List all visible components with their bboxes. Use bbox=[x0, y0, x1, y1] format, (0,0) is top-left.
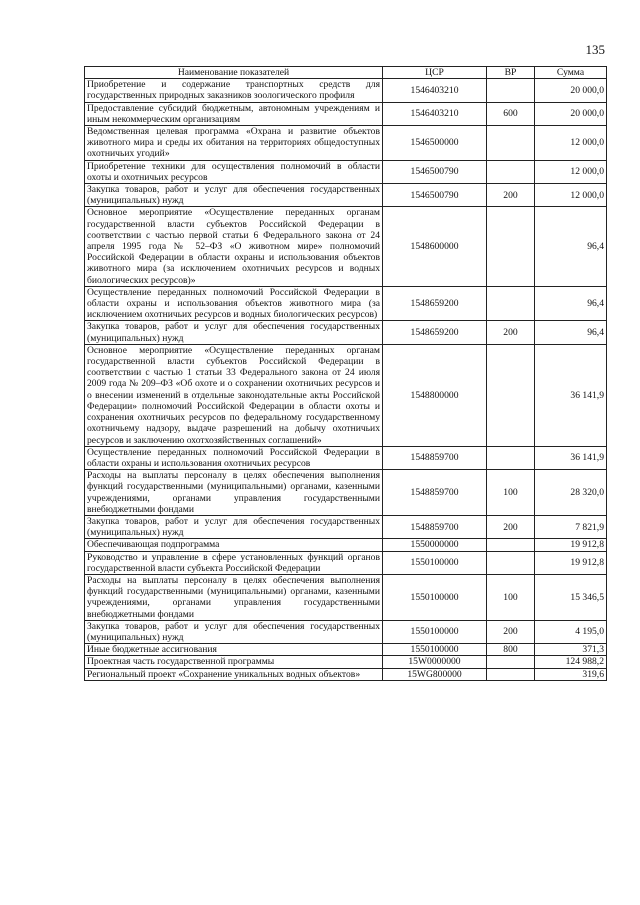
page-number: 135 bbox=[585, 42, 605, 57]
row-vr bbox=[487, 446, 535, 469]
row-sum: 319,6 bbox=[535, 668, 607, 680]
row-vr bbox=[487, 344, 535, 446]
row-code: 1550100000 bbox=[383, 551, 487, 574]
row-name: Осуществление переданных полномочий Российской Федерации в области охраны и использования объектов животного мира (за исключением охотничьих ресурсов и водных биологических ресурсов) bbox=[85, 286, 383, 321]
row-name: Основное мероприятие «Осуществление переданных органам государственной власти субъектов Российской Федерации в соответствии с частью первой статьи 6 Федерального закона от 24 апреля 1995 года № 52–ФЗ «О животном мире» полномочий Российской Федерации в области охраны и использования объектов животного мира (за исключением охотничьих ресурсов и водных биологических ресурсов)» bbox=[85, 207, 383, 286]
table-row bbox=[85, 207, 607, 286]
row-sum: 36 141,9 bbox=[535, 344, 607, 446]
row-code: 1546500000 bbox=[383, 126, 487, 161]
row-code: 1546403210 bbox=[383, 102, 487, 125]
table-row bbox=[85, 656, 607, 668]
table-row bbox=[85, 160, 607, 183]
table-row bbox=[85, 184, 607, 207]
row-sum: 7 821,9 bbox=[535, 515, 607, 538]
row-vr: 800 bbox=[487, 644, 535, 656]
header-vr: ВР bbox=[487, 67, 535, 79]
table-row bbox=[85, 321, 607, 344]
row-name: Закупка товаров, работ и услуг для обеспечения государственных (муниципальных) нужд bbox=[85, 184, 383, 207]
table-row bbox=[85, 539, 607, 551]
row-vr bbox=[487, 160, 535, 183]
table-row bbox=[85, 668, 607, 680]
table-row bbox=[85, 644, 607, 656]
row-sum: 36 141,9 bbox=[535, 446, 607, 469]
row-sum: 20 000,0 bbox=[535, 79, 607, 102]
row-vr: 200 bbox=[487, 321, 535, 344]
row-code: 1548800000 bbox=[383, 344, 487, 446]
row-name: Приобретение и содержание транспортных средств для государственных природных заказников зоологического профиля bbox=[85, 79, 383, 102]
row-name: Предоставление субсидий бюджетным, автономным учреждениям и иным некоммерческим организациям bbox=[85, 102, 383, 125]
row-sum: 12 000,0 bbox=[535, 126, 607, 161]
row-code: 15WG800000 bbox=[383, 668, 487, 680]
row-name: Закупка товаров, работ и услуг для обеспечения государственных (муниципальных) нужд bbox=[85, 321, 383, 344]
row-vr bbox=[487, 668, 535, 680]
row-sum: 4 195,0 bbox=[535, 620, 607, 643]
row-code: 1550100000 bbox=[383, 620, 487, 643]
row-code: 1546403210 bbox=[383, 79, 487, 102]
row-name: Проектная часть государственной программы bbox=[85, 656, 383, 668]
row-vr: 100 bbox=[487, 574, 535, 620]
row-code: 15W0000000 bbox=[383, 656, 487, 668]
table-row bbox=[85, 286, 607, 321]
table-row bbox=[85, 574, 607, 620]
row-vr bbox=[487, 286, 535, 321]
row-name: Иные бюджетные ассигнования bbox=[85, 644, 383, 656]
budget-table bbox=[84, 66, 607, 681]
header-code: ЦСР bbox=[383, 67, 487, 79]
row-vr bbox=[487, 551, 535, 574]
row-sum: 96,4 bbox=[535, 207, 607, 286]
row-sum: 15 346,5 bbox=[535, 574, 607, 620]
row-code: 1548859700 bbox=[383, 470, 487, 516]
row-code: 1550100000 bbox=[383, 644, 487, 656]
row-name: Приобретение техники для осуществления полномочий в области охоты и охотничьих ресурсов bbox=[85, 160, 383, 183]
table-row bbox=[85, 126, 607, 161]
row-sum: 96,4 bbox=[535, 286, 607, 321]
row-vr: 600 bbox=[487, 102, 535, 125]
row-name: Расходы на выплаты персоналу в целях обеспечения выполнения функций государственными (муниципальными) органами, казенными учреждениями, органами управления государственными внебюджетными фондами bbox=[85, 470, 383, 516]
row-sum: 371,3 bbox=[535, 644, 607, 656]
row-name: Ведомственная целевая программа «Охрана и развитие объектов животного мира и среды их обитания на территориях общедоступных охотничьих угодий» bbox=[85, 126, 383, 161]
table-row bbox=[85, 620, 607, 643]
row-sum: 28 320,0 bbox=[535, 470, 607, 516]
row-vr bbox=[487, 207, 535, 286]
row-vr bbox=[487, 656, 535, 668]
row-sum: 12 000,0 bbox=[535, 184, 607, 207]
row-vr: 200 bbox=[487, 515, 535, 538]
table-row bbox=[85, 79, 607, 102]
row-vr: 100 bbox=[487, 470, 535, 516]
row-code: 1550000000 bbox=[383, 539, 487, 551]
table-row bbox=[85, 102, 607, 125]
row-code: 1550100000 bbox=[383, 574, 487, 620]
row-vr bbox=[487, 79, 535, 102]
table-row bbox=[85, 551, 607, 574]
row-name: Региональный проект «Сохранение уникальных водных объектов» bbox=[85, 668, 383, 680]
row-code: 1548600000 bbox=[383, 207, 487, 286]
table-header-row bbox=[85, 67, 607, 79]
row-code: 1548659200 bbox=[383, 286, 487, 321]
row-code: 1546500790 bbox=[383, 160, 487, 183]
header-sum: Сумма bbox=[535, 67, 607, 79]
row-code: 1548659200 bbox=[383, 321, 487, 344]
table-row bbox=[85, 515, 607, 538]
row-sum: 19 912,8 bbox=[535, 539, 607, 551]
row-name: Закупка товаров, работ и услуг для обеспечения государственных (муниципальных) нужд bbox=[85, 515, 383, 538]
row-vr bbox=[487, 126, 535, 161]
row-vr: 200 bbox=[487, 184, 535, 207]
row-sum: 19 912,8 bbox=[535, 551, 607, 574]
row-sum: 12 000,0 bbox=[535, 160, 607, 183]
row-name: Закупка товаров, работ и услуг для обеспечения государственных (муниципальных) нужд bbox=[85, 620, 383, 643]
row-sum: 96,4 bbox=[535, 321, 607, 344]
table-row bbox=[85, 470, 607, 516]
row-name: Основное мероприятие «Осуществление переданных органам государственной власти субъектов Российской Федерации в соответствии с частью 1 статьи 33 Федерального закона от 24 июля 2009 года № 209–ФЗ «Об охоте и о сохранении охотничьих ресурсов и о внесении изменений в отдельные законодательные акты Российской Федерации» полномочий Российской Федерации в области охоты и сохранения охотничьих ресурсов по федеральному государственному охотничьему надзору, выдаче разрешений на добычу охотничьих ресурсов и заключению охотхозяйственных соглашений» bbox=[85, 344, 383, 446]
row-vr: 200 bbox=[487, 620, 535, 643]
row-vr bbox=[487, 539, 535, 551]
row-name: Обеспечивающая подпрограмма bbox=[85, 539, 383, 551]
row-code: 1548859700 bbox=[383, 515, 487, 538]
row-code: 1546500790 bbox=[383, 184, 487, 207]
row-sum: 20 000,0 bbox=[535, 102, 607, 125]
row-name: Руководство и управление в сфере установленных функций органов государственной власти субъекта Российской Федерации bbox=[85, 551, 383, 574]
table-row bbox=[85, 344, 607, 446]
row-name: Осуществление переданных полномочий Российской Федерации в области охраны и использования охотничьих ресурсов bbox=[85, 446, 383, 469]
row-sum: 124 988,2 bbox=[535, 656, 607, 668]
table-row bbox=[85, 446, 607, 469]
row-code: 1548859700 bbox=[383, 446, 487, 469]
header-name: Наименование показателей bbox=[85, 67, 383, 79]
row-name: Расходы на выплаты персоналу в целях обеспечения выполнения функций государственными (муниципальными) органами, казенными учреждениями, органами управления государственными внебюджетными фондами bbox=[85, 574, 383, 620]
